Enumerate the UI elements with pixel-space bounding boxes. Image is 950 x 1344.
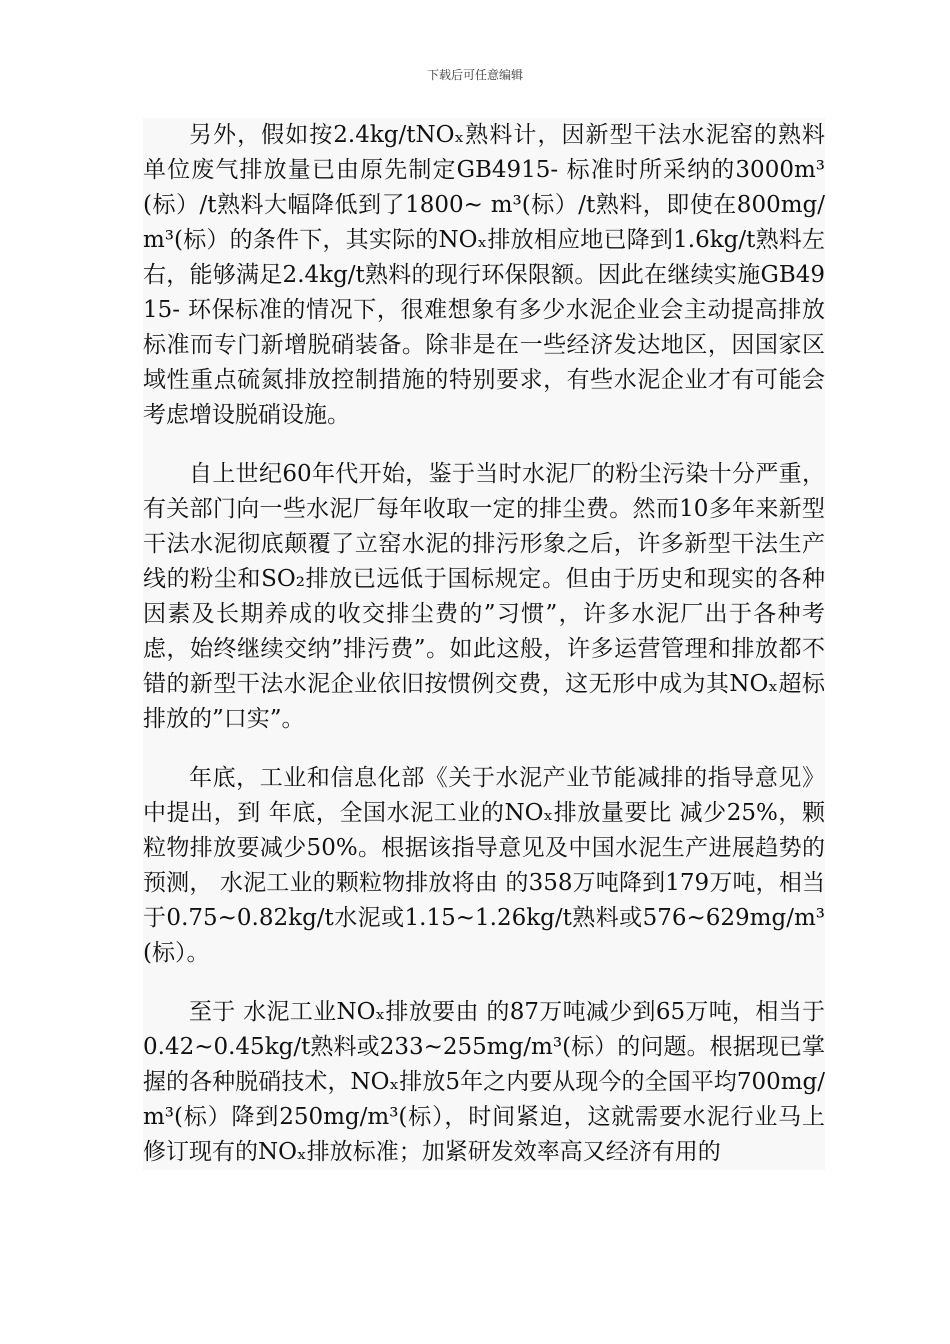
page-header: 下载后可任意编辑 — [426, 68, 523, 82]
paragraph-3: 年底，工业和信息化部《关于水泥产业节能减排的指导意见》中提出，到 年底，全国水泥工业的NOₓ排放量要比 减少25%，颗粒物排放要减少50%。根据该指导意见及中国水泥生产进展趋势的预测， 水泥工业的颗粒物排放将由 的358万吨降到179万吨，相当于0.75~0.82kg/t水泥或1.15~1.26kg/t熟料或576~629mg/m³(标）。 — [143, 765, 826, 966]
paragraph-1: 另外，假如按2.4kg/tNOₓ熟料计，因新型干法水泥窑的熟料单位废气排放量已由原先制定GB4915- 标准时所采纳的3000m³(标）/t熟料大幅降低到了1800~ m³(标）/t熟料，即使在800mg/m³(标）的条件下，其实际的NOₓ排放相应地已降到1.6kg/t熟料左右，能够满足2.4kg/t熟料的现行环保限额。因此在继续实施GB4915- 环保标准的情况下，很难想象有多少水泥企业会主动提高排放标准而专门新增脱硝装备。除非是在一些经济发达地区，因国家区域性重点硫氮排放控制措施的特别要求，有些水泥企业才有可能会考虑增设脱硝设施。 — [143, 122, 825, 428]
paragraph-2: 自上世纪60年代开始，鉴于当时水泥厂的粉尘污染十分严重，有关部门向一些水泥厂每年收取一定的排尘费。然而10多年来新型干法水泥彻底颠覆了立窑水泥的排污形象之后，许多新型干法生产线的粉尘和SO₂排放已远低于国标规定。但由于历史和现实的各种因素及长期养成的收交排尘费的”习惯”，许多水泥厂出于各种考虑，始终继续交纳”排污费”。如此这般，许多运营管理和排放都不错的新型干法水泥企业依旧按惯例交费，这无形中成为其NOₓ超标排放的”口实”。 — [143, 461, 825, 732]
document-body — [143, 118, 825, 1170]
paragraph-4: 至于 水泥工业NOₓ排放要由 的87万吨减少到65万吨，相当于0.42~0.45kg/t熟料或233~255mg/m³(标）的问题。根据现已掌握的各种脱硝技术，NOₓ排放5年之内要从现今的全国平均700mg/m³(标）降到250mg/m³(标），时间紧迫，这就需要水泥行业马上修订现有的NOₓ排放标准；加紧研发效率高又经济有用的 — [143, 999, 825, 1165]
